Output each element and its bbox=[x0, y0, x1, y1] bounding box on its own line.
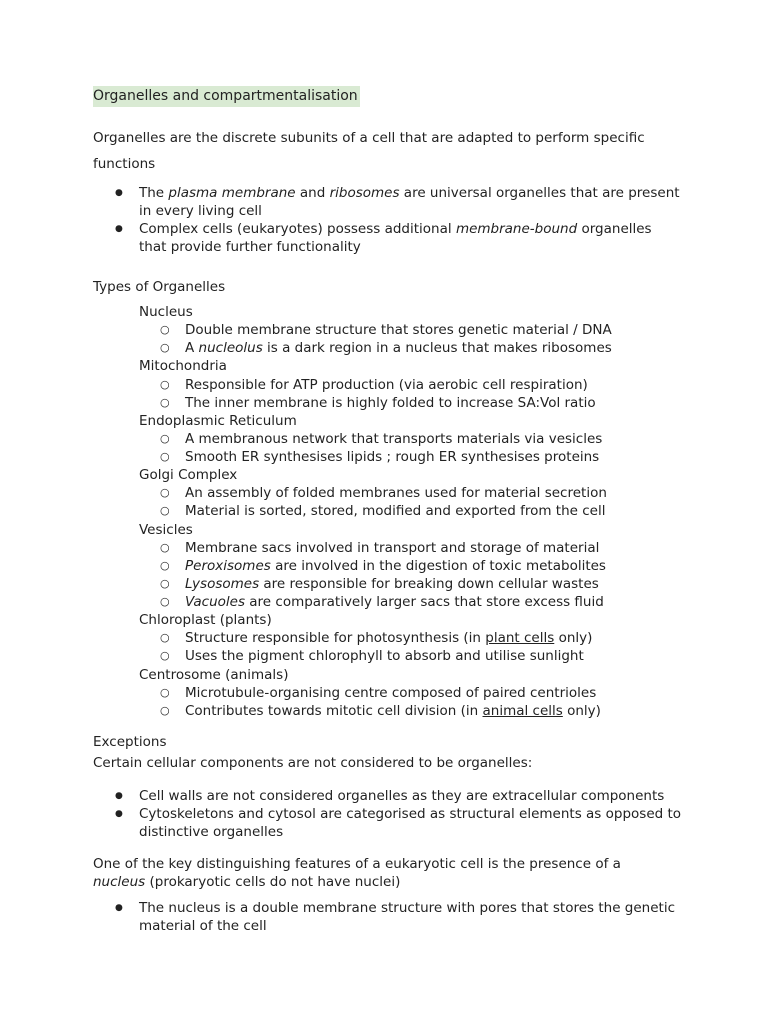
underlined-text: animal cells bbox=[482, 702, 563, 719]
text-run: Microtubule-organising centre composed of paired centrioles bbox=[185, 684, 597, 701]
text-run: The bbox=[139, 185, 169, 201]
section-heading: Types of Organelles bbox=[93, 279, 226, 295]
organelle-name: Golgi Complex bbox=[139, 467, 238, 484]
list-item bbox=[139, 539, 612, 557]
exceptions-lead: Certain cellular components are not considered to be organelles: bbox=[93, 755, 533, 771]
page-title: Organelles and compartmentalisation bbox=[93, 86, 360, 107]
list-item bbox=[139, 430, 612, 448]
list-item bbox=[139, 484, 612, 502]
list-item bbox=[139, 321, 612, 339]
text-run: are comparatively larger sacs that store excess fluid bbox=[244, 594, 604, 611]
exceptions-heading: Exceptions bbox=[93, 734, 167, 750]
organelle-types-section bbox=[93, 278, 612, 720]
intro-bullet-list bbox=[93, 184, 683, 256]
text-run: organelles that provide further functionality bbox=[139, 221, 652, 255]
exceptions-bullet-list bbox=[93, 787, 683, 841]
text-run: A bbox=[185, 340, 199, 357]
emphasis-text: nucleolus bbox=[198, 340, 263, 357]
list-item bbox=[139, 593, 612, 611]
text-run: are involved in the digestion of toxic metabolites bbox=[270, 557, 606, 574]
organelle-name: Mitochondria bbox=[139, 358, 227, 375]
text-run: only) bbox=[554, 630, 593, 647]
text-run: are responsible for breaking down cellular wastes bbox=[259, 575, 599, 592]
text-run: Contributes towards mitotic cell division (in bbox=[185, 702, 483, 719]
emphasis-text: Lysosomes bbox=[185, 575, 260, 592]
organelle-name: Chloroplast (plants) bbox=[139, 612, 272, 629]
list-item bbox=[139, 684, 612, 702]
list-item bbox=[139, 448, 612, 466]
organelle-name: Centrosome (animals) bbox=[139, 666, 289, 683]
list-item bbox=[139, 647, 612, 665]
organelle-mitochondria bbox=[139, 357, 612, 411]
emphasis-text: nucleus bbox=[93, 874, 146, 890]
emphasis-text: membrane-bound bbox=[455, 221, 578, 237]
text-run: Complex cells (eukaryotes) possess additional bbox=[139, 221, 456, 237]
text-run: (prokaryotic cells do not have nuclei) bbox=[145, 874, 401, 890]
text-run: and bbox=[295, 185, 330, 201]
text-run: A membranous network that transports materials via vesicles bbox=[185, 430, 603, 447]
organelle-vesicles bbox=[139, 521, 612, 612]
text-run: Structure responsible for photosynthesis (in bbox=[185, 630, 486, 647]
text-run: The inner membrane is highly folded to increase SA:Vol ratio bbox=[185, 394, 596, 411]
organelle-golgi-complex bbox=[139, 466, 612, 520]
underlined-text: plant cells bbox=[485, 630, 555, 647]
text-run: only) bbox=[562, 702, 601, 719]
text-run: are universal organelles that are present in every living cell bbox=[139, 185, 680, 219]
list-item bbox=[139, 502, 612, 520]
list-item bbox=[139, 557, 612, 575]
organelle-chloroplast bbox=[139, 611, 612, 665]
list-item bbox=[139, 376, 612, 394]
text-run: Responsible for ATP production (via aerobic cell respiration) bbox=[185, 376, 588, 393]
organelle-name: Endoplasmic Reticulum bbox=[139, 412, 297, 429]
text-run: Membrane sacs involved in transport and storage of material bbox=[185, 539, 600, 556]
organelle-name: Nucleus bbox=[139, 304, 193, 320]
intro-paragraph: Organelles are the discrete subunits of a cell that are adapted to perform specific functions bbox=[93, 130, 645, 172]
emphasis-text: plasma membrane bbox=[168, 185, 296, 201]
list-item bbox=[139, 702, 612, 720]
organelle-centrosome bbox=[139, 666, 612, 720]
organelle-nucleus bbox=[139, 303, 612, 357]
emphasis-text: ribosomes bbox=[329, 185, 400, 201]
list-item bbox=[139, 575, 612, 593]
list-item bbox=[139, 629, 612, 647]
nucleus-bullet-list bbox=[93, 899, 683, 935]
list-item bbox=[139, 339, 612, 357]
text-run: One of the key distinguishing features of a eukaryotic cell is the presence of a bbox=[93, 856, 621, 872]
text-run: Smooth ER synthesises lipids ; rough ER synthesises proteins bbox=[185, 449, 600, 466]
list-item bbox=[139, 394, 612, 412]
list-item: ● Cell walls are not considered organelles as they are extracellular components bbox=[93, 787, 683, 805]
text-run: An assembly of folded membranes used for material secretion bbox=[185, 485, 607, 502]
emphasis-text: Vacuoles bbox=[185, 594, 245, 611]
list-item: ● Cytoskeletons and cytosol are categorised as structural elements as opposed to distinctive organelles bbox=[93, 805, 683, 841]
nucleus-paragraph bbox=[93, 855, 673, 891]
organelle-name: Vesicles bbox=[139, 521, 193, 538]
organelle-endoplasmic-reticulum bbox=[139, 412, 612, 466]
list-item bbox=[93, 184, 683, 220]
text-run: Uses the pigment chlorophyll to absorb and utilise sunlight bbox=[185, 648, 584, 665]
text-run: Double membrane structure that stores genetic material / DNA bbox=[185, 322, 612, 339]
list-item: ● The nucleus is a double membrane structure with pores that stores the genetic material of the cell bbox=[93, 899, 683, 935]
text-run: is a dark region in a nucleus that makes ribosomes bbox=[262, 340, 612, 357]
emphasis-text: Peroxisomes bbox=[185, 557, 271, 574]
text-run: Material is sorted, stored, modified and exported from the cell bbox=[185, 503, 606, 520]
list-item bbox=[93, 220, 683, 256]
